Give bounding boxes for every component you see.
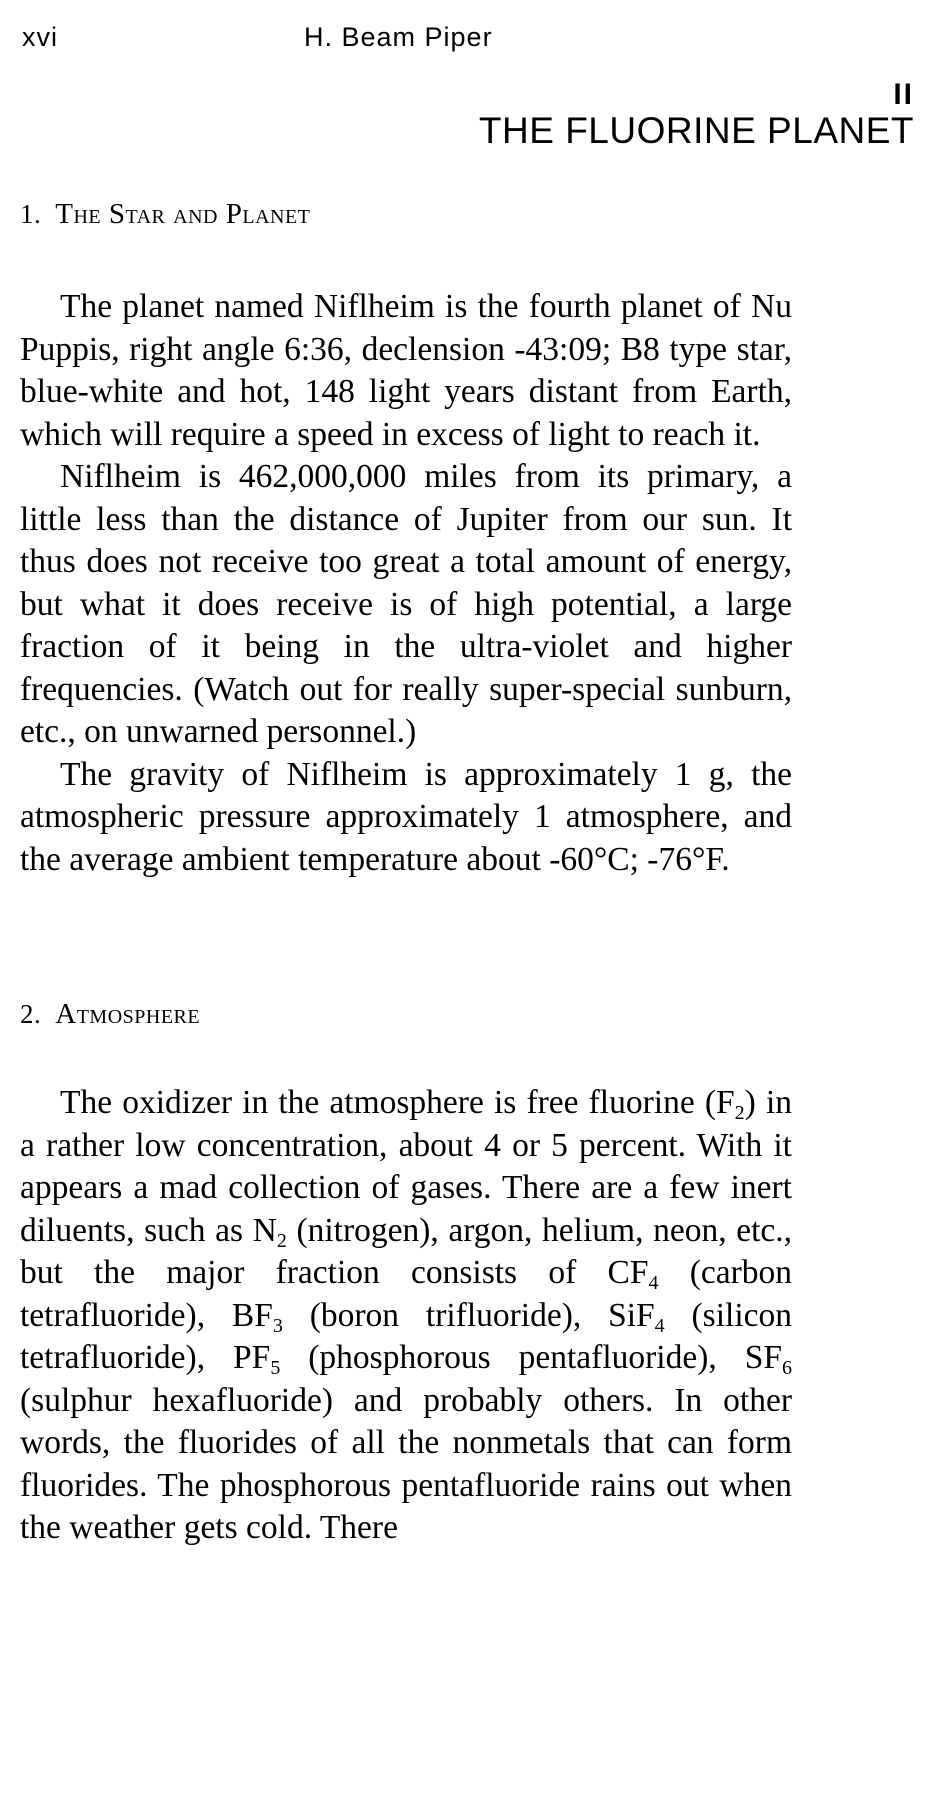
section-number: 2. xyxy=(20,999,42,1029)
part-number: II xyxy=(893,78,914,111)
page-number: xvi xyxy=(22,22,58,52)
section-heading xyxy=(20,998,200,1031)
paragraph: The gravity of Niflheim is approximately 1 g, the atmospheric pressure approximately 1 atmosphere, and the average ambient temperature about -60°C; -76°F. xyxy=(20,755,792,878)
section-body xyxy=(20,286,792,881)
paragraph: The planet named Niflheim is the fourth planet of Nu Puppis, right angle 6:36, declension -43:09; B8 type star, blue-white and hot, 148 light years distant from Earth, which will require a speed in excess of light to reach it. xyxy=(20,288,792,453)
section-body xyxy=(20,1082,792,1550)
section-heading xyxy=(20,198,310,231)
paragraph: Niflheim is 462,000,000 miles from its primary, a little less than the distance of Jupiter from our sun. It thus does not receive too great a total amount of energy, but what it does receive is of high potential, a large fraction of it being in the ultra-violet and higher frequencies. (Watch out for really super-special sunburn, etc., on unwarned personnel.) xyxy=(20,458,792,750)
section-title: The Star and Planet xyxy=(55,198,311,230)
part-title: THE FLUORINE PLANET xyxy=(478,110,914,151)
section-number: 1. xyxy=(20,199,42,229)
running-head-author: H. Beam Piper xyxy=(304,22,493,52)
running-head xyxy=(22,14,914,58)
section-title: Atmosphere xyxy=(55,998,201,1030)
paragraph: The oxidizer in the atmosphere is free fluorine $(F_2)$ in a rather low concentration, about 4 or 5 percent. With it appears a mad collection of gases. There are a few inert diluents, such as $N_2$ (nitrogen), argon, helium, neon, etc., but the major fraction consists of $CF_4$ (carbon tetrafluoride), $BF_3$ (boron trifluoride), SiF$_4$ (silicon tetrafluoride), $PF_5$ (phosphorous pentafluoride), $SF_6$ (sulphur hexafluoride) and probably others. In other words, the fluorides of all the nonmetals that can form fluorides. The phosphorous pentafluoride rains out when the weather gets cold. There xyxy=(20,1084,792,1546)
